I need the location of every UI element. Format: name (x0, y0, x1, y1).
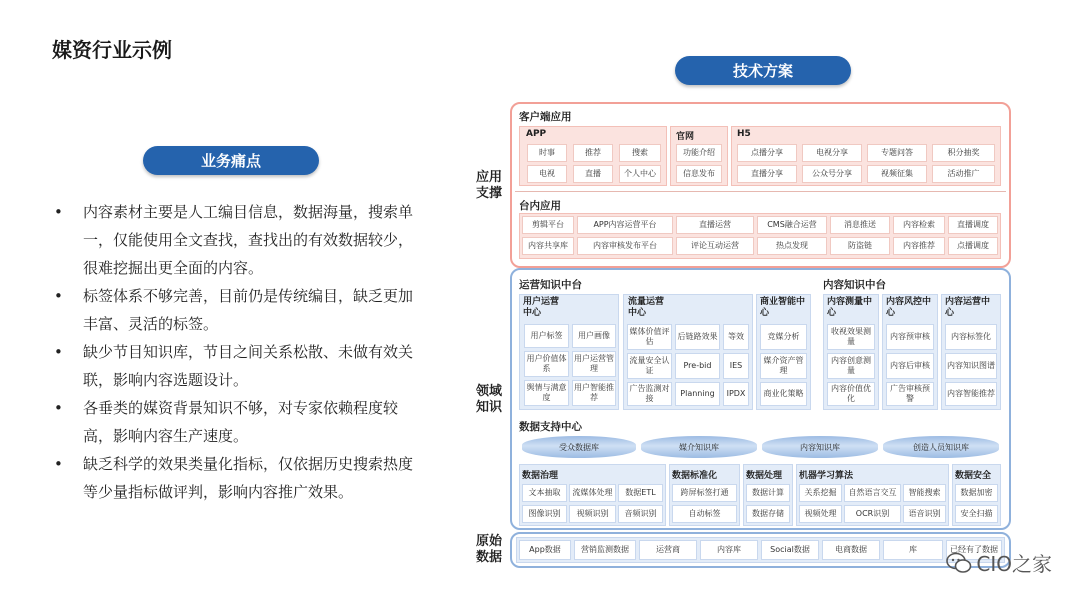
raw-data-cell: 库 (883, 540, 943, 560)
pain-points-list (52, 198, 422, 506)
internal-app-cell: 消息推送 (830, 216, 890, 234)
watermark (946, 548, 1052, 577)
user-ops-cell: 用户画像 (572, 324, 616, 348)
ops-center-title: 运营知识中台 (519, 279, 582, 291)
app-cell: 个人中心 (619, 165, 661, 183)
traffic-ops-cell: 媒体价值评估 (627, 324, 672, 350)
traffic-ops-cell: Planning (675, 382, 720, 406)
database-cylinder: 创造人员知识库 (883, 436, 999, 458)
h5-cell: 专题问答 (867, 144, 927, 162)
side-label-domain: 领域知识 (475, 384, 502, 415)
content-risk-cell: 广告审核预警 (886, 382, 934, 406)
content-risk-cell: 内容预审核 (886, 324, 934, 350)
client-app-title: 客户端应用 (519, 111, 572, 123)
official-cell: 信息发布 (676, 165, 722, 183)
internal-app-cell: 直播调度 (948, 216, 998, 234)
internal-app-cell: 内容审核发布平台 (577, 237, 673, 255)
data-governance-cell: 数据ETL (618, 484, 663, 502)
data-governance-cell: 图像识别 (522, 505, 567, 523)
data-governance-cell: 视频识别 (569, 505, 616, 523)
pain-point-item: • 缺少节目知识库，节目之间关系松散、未做有效关联，影响内容选题设计。 (52, 338, 422, 394)
database-cylinder: 受众数据库 (522, 436, 636, 458)
user-ops-title: 用户运营中心 (523, 297, 560, 318)
app-box-title: APP (526, 129, 547, 139)
app-cell: 推荐 (573, 144, 613, 162)
data-governance-cell: 流媒体处理 (569, 484, 616, 502)
side-label-raw: 原始数据 (475, 534, 502, 565)
content-ops-cell: 内容标签化 (945, 324, 997, 350)
user-ops-cell: 舆情与满意度 (524, 380, 569, 406)
pain-points-pill: 业务痛点 (143, 146, 319, 175)
internal-app-cell: 直播运营 (676, 216, 754, 234)
traffic-ops-title: 流量运营中心 (628, 297, 665, 318)
ml-algorithm-cell: 视频处理 (799, 505, 842, 523)
raw-data-cell: 电商数据 (822, 540, 880, 560)
app-cell: 搜索 (619, 144, 661, 162)
h5-cell: 视频征集 (867, 165, 927, 183)
pain-point-item: • 各垂类的媒资背景知识不够，对专家依赖程度较高，影响内容生产速度。 (52, 394, 422, 450)
content-measure-cell: 内容创意测量 (827, 353, 875, 379)
data-governance-cell: 文本抽取 (522, 484, 567, 502)
data-processing-cell: 数据计算 (746, 484, 790, 502)
raw-data-cell: 运营商 (639, 540, 697, 560)
app-cell: 电视 (527, 165, 567, 183)
data-security-title: 数据安全 (955, 471, 992, 481)
page-title: 媒资行业示例 (52, 38, 172, 62)
wechat-icon (946, 552, 972, 574)
traffic-ops-cell: 流量安全认证 (627, 353, 672, 379)
pain-point-item: • 缺乏科学的效果类量化指标，仅依据历史搜索热度等少量指标做评判，影响内容推广效果。 (52, 450, 422, 506)
content-center-title: 内容知识中台 (823, 279, 886, 291)
h5-box-title: H5 (737, 129, 751, 139)
raw-data-cell: App数据 (519, 540, 571, 560)
data-processing-cell: 数据存储 (746, 505, 790, 523)
app-cell: 直播 (573, 165, 613, 183)
ml-algorithm-title: 机器学习算法 (799, 471, 854, 481)
h5-cell: 公众号分享 (802, 165, 862, 183)
traffic-ops-cell: IES (723, 353, 749, 379)
h5-cell: 电视分享 (802, 144, 862, 162)
pain-point-item: • 内容素材主要是人工编目信息，数据海量，搜索单一，仅能使用全文查找，查找出的有效数据较少，很难挖掘出更全面的内容。 (52, 198, 422, 282)
content-measure-title: 内容测量中心 (827, 297, 873, 318)
data-security-cell: 安全扫描 (955, 505, 998, 523)
internal-app-cell: CMS融合运营 (757, 216, 827, 234)
ml-algorithm-cell: 自然语言交互 (844, 484, 901, 502)
watermark-text: CIO之家 (976, 552, 1052, 576)
internal-app-cell: 评论互动运营 (676, 237, 754, 255)
data-security-cell: 数据加密 (955, 484, 998, 502)
database-cylinder: 内容知识库 (762, 436, 878, 458)
tech-solution-pill: 技术方案 (675, 56, 851, 85)
content-ops-cell: 内容智能推荐 (945, 382, 997, 406)
raw-data-cell: Social数据 (761, 540, 819, 560)
biz-intel-cell: 媒介资产管理 (760, 353, 807, 379)
biz-intel-cell: 竞媒分析 (760, 324, 807, 350)
user-ops-cell: 用户价值体系 (524, 351, 569, 377)
ml-algorithm-cell: OCR识别 (844, 505, 901, 523)
data-governance-cell: 音频识别 (618, 505, 663, 523)
user-ops-cell: 用户运营管理 (572, 351, 616, 377)
traffic-ops-cell: 广告监测对接 (627, 382, 672, 406)
internal-app-title: 台内应用 (519, 200, 561, 212)
content-ops-title: 内容运营中心 (945, 297, 991, 318)
data-standard-title: 数据标准化 (672, 471, 718, 481)
traffic-ops-cell: IPDX (723, 382, 749, 406)
internal-app-cell: 内容共享库 (522, 237, 574, 255)
internal-app-cell: 内容检索 (893, 216, 945, 234)
content-risk-title: 内容风控中心 (886, 297, 932, 318)
data-standard-cell: 自动标签 (672, 505, 737, 523)
database-cylinder: 媒介知识库 (641, 436, 757, 458)
h5-cell: 活动推广 (932, 165, 995, 183)
official-cell: 功能介绍 (676, 144, 722, 162)
ml-algorithm-cell: 语音识别 (903, 505, 946, 523)
h5-cell: 直播分享 (737, 165, 797, 183)
internal-app-cell: 内容推荐 (893, 237, 945, 255)
internal-app-cell: 防盗链 (830, 237, 890, 255)
internal-app-cell: APP内容运营平台 (577, 216, 673, 234)
h5-cell: 积分抽奖 (932, 144, 995, 162)
divider (515, 191, 1006, 192)
data-governance-title: 数据治理 (522, 471, 559, 481)
internal-app-cell: 剪辑平台 (522, 216, 574, 234)
biz-intel-cell: 商业化策略 (760, 382, 807, 406)
content-ops-cell: 内容知识图谱 (945, 353, 997, 379)
user-ops-cell: 用户智能推荐 (572, 380, 616, 406)
internal-app-cell: 点播调度 (948, 237, 998, 255)
biz-intel-title: 商业智能中心 (760, 297, 806, 318)
pain-point-item: • 标签体系不够完善，目前仍是传统编目，缺乏更加丰富、灵活的标签。 (52, 282, 422, 338)
traffic-ops-cell: Pre-bid (675, 353, 720, 379)
content-risk-cell: 内容后审核 (886, 353, 934, 379)
app-cell: 时事 (527, 144, 567, 162)
raw-data-cell: 内容库 (700, 540, 758, 560)
raw-data-cell: 已经有了数据 (946, 540, 1002, 560)
content-measure-cell: 内容价值优化 (827, 382, 875, 406)
official-box-title: 官网 (676, 132, 695, 142)
data-standard-cell: 跨屏标签打通 (672, 484, 737, 502)
ml-algorithm-cell: 关系挖掘 (799, 484, 842, 502)
data-processing-title: 数据处理 (746, 471, 783, 481)
traffic-ops-cell: 后链路效果 (675, 324, 720, 350)
side-label-app: 应用支撑 (475, 170, 502, 201)
raw-data-cell: 营销监测数据 (574, 540, 636, 560)
ml-algorithm-cell: 智能搜索 (903, 484, 946, 502)
data-support-title: 数据支持中心 (519, 421, 582, 433)
internal-app-cell: 热点发现 (757, 237, 827, 255)
content-measure-cell: 收视效果测量 (827, 324, 875, 350)
traffic-ops-cell: 等效 (723, 324, 749, 350)
user-ops-cell: 用户标签 (524, 324, 569, 348)
h5-cell: 点播分享 (737, 144, 797, 162)
